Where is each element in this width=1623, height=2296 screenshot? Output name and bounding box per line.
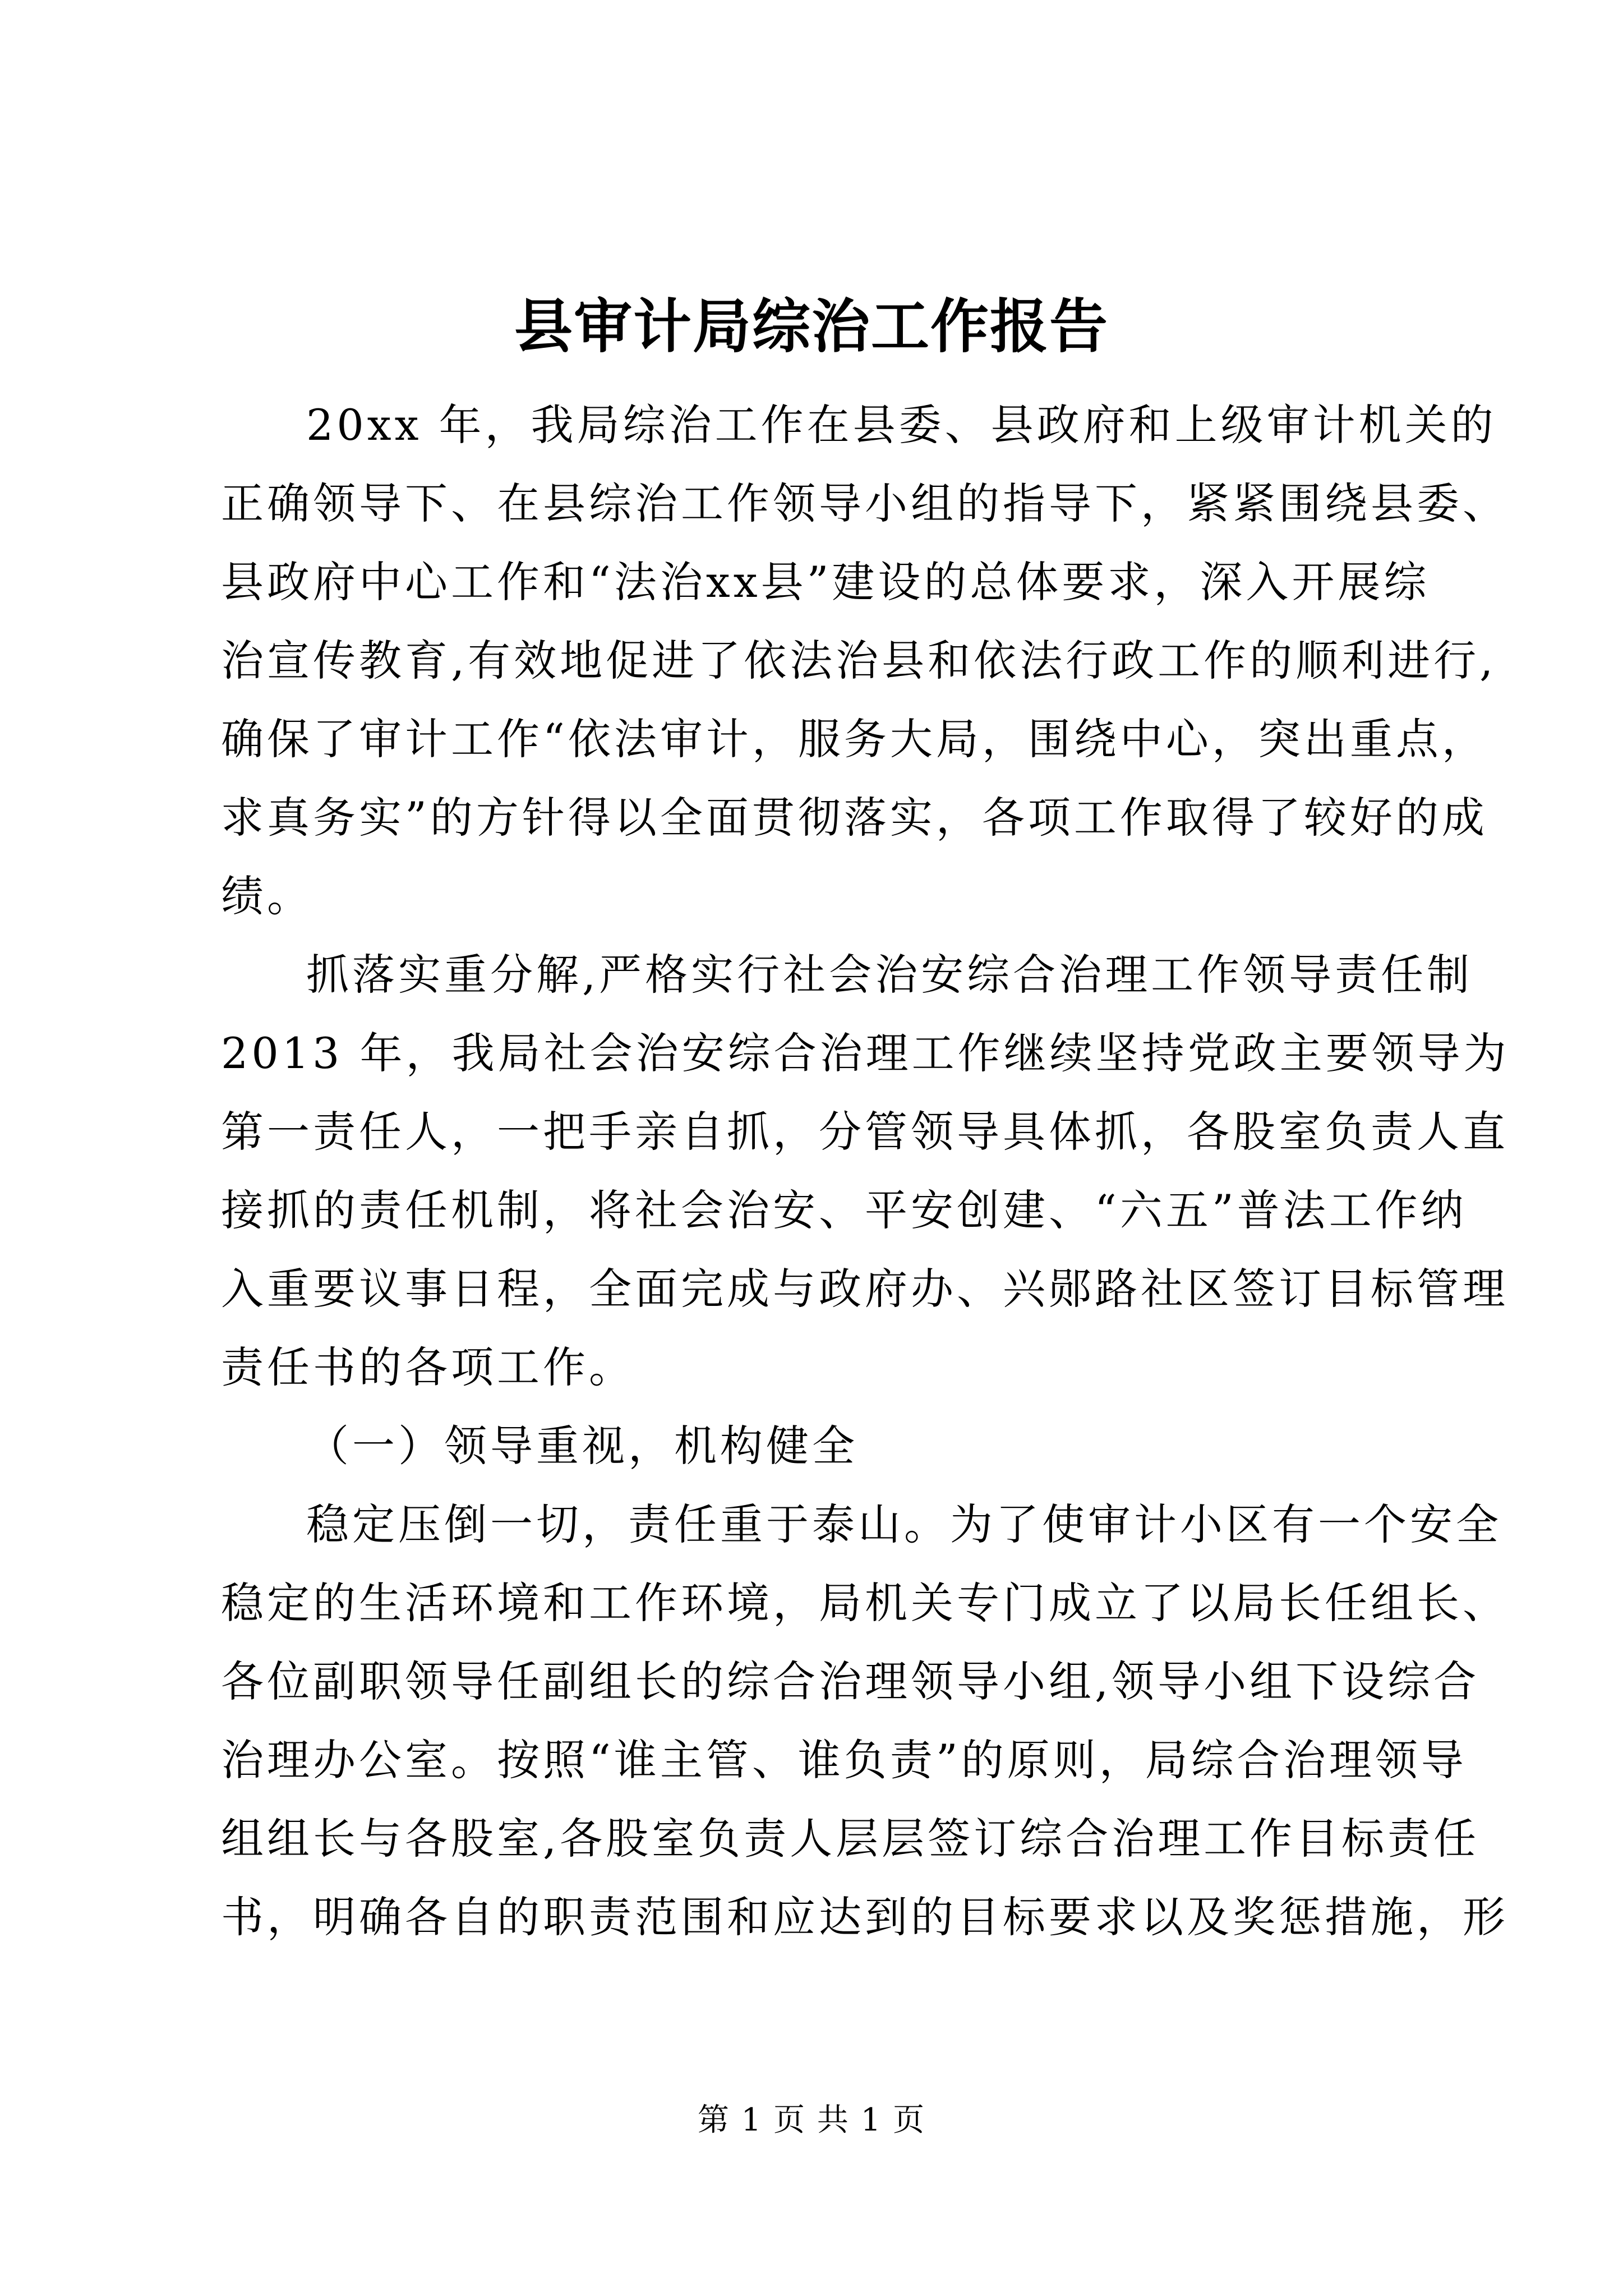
paragraph-3-line-2: 稳定的生活环境和工作环境，局机关专门成立了以局长任组长、 [221,1578,1509,1628]
paragraph-3-line-4: 治理办公室。按照“谁主管、谁负责”的原则，局综合治理领导 [221,1735,1467,1785]
paragraph-1-line-5: 确保了审计工作“依法审计，服务大局，围绕中心，突出重点， [221,714,1488,764]
document-body [221,386,1510,1957]
paragraph-1-line-4: 治宣传教育,有效地促进了依法治县和依法行政工作的顺利进行, [221,636,1497,685]
paragraph-1-line-1: 20xx 年，我局综治工作在县委、县政府和上级审计机关的 [306,400,1497,450]
paragraph-3-line-3: 各位副职领导任副组长的综合治理领导小组,领导小组下设综合 [221,1657,1480,1706]
paragraph-2-line-6: 责任书的各项工作。 [221,1342,635,1392]
page-footer: 第 1 页 共 1 页 [697,2102,926,2138]
paragraph-1-line-6: 求真务实”的方针得以全面贯彻落实，各项工作取得了较好的成 [221,793,1488,843]
paragraph-1-line-3: 县政府中心工作和“法治xx县”建设的总体要求，深入开展综 [221,557,1430,607]
paragraph-1-line-2: 正确领导下、在县综治工作领导小组的指导下，紧紧围绕县委、 [221,478,1509,528]
paragraph-2-line-2: 2013 年，我局社会治安综合治理工作继续坚持党政主要领导为 [221,1028,1510,1078]
paragraph-2-line-1: 抓落实重分解,严格实行社会治安综合治理工作领导责任制 [306,950,1473,1000]
paragraph-2-line-5: 入重要议事日程，全面完成与政府办、兴郧路社区签订目标管理 [221,1264,1509,1314]
document-title: 县审计局综治工作报告 [514,292,1109,361]
paragraph-1-line-7: 绩。 [221,871,313,921]
section-heading-1: （一）领导重视，机构健全 [306,1421,858,1471]
paragraph-3-line-1: 稳定压倒一切，责任重于泰山。为了使审计小区有一个安全 [306,1499,1502,1549]
paragraph-2-line-3: 第一责任人，一把手亲自抓，分管领导具体抓，各股室负责人直 [221,1107,1509,1157]
paragraph-3-line-5: 组组长与各股室,各股室负责人层层签订综合治理工作目标责任 [221,1814,1480,1864]
paragraph-2-line-4: 接抓的责任机制，将社会治安、平安创建、“六五”普法工作纳 [221,1185,1467,1235]
paragraph-3-line-6: 书，明确各自的职责范围和应达到的目标要求以及奖惩措施，形 [221,1892,1509,1942]
